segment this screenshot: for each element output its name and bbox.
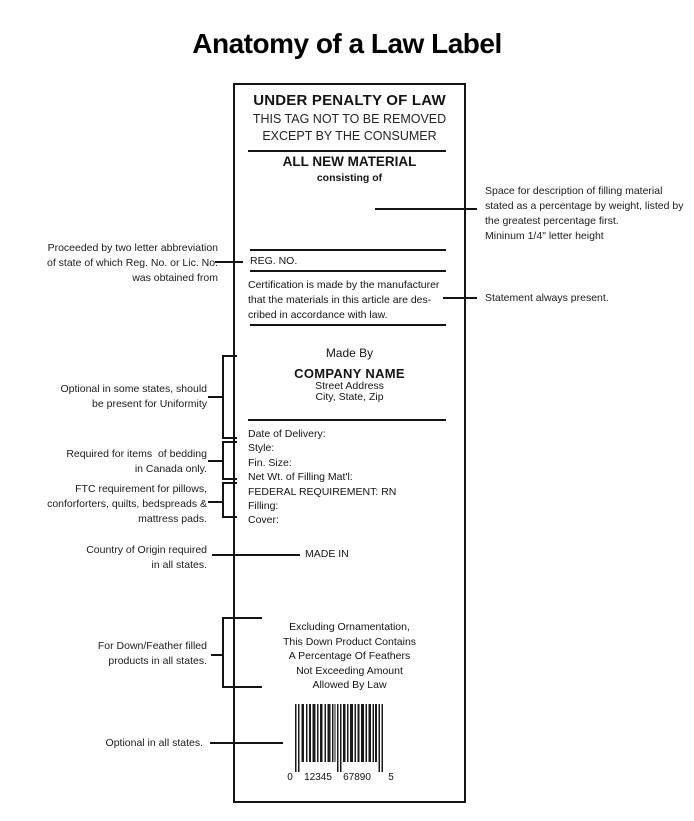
bracket-uniformity-bottom-tick xyxy=(222,437,237,439)
bracket-canada-text-tick xyxy=(208,460,222,462)
annotation-filling-description: Space for description of filling material stated as a percentage by weight, listed by the greatest percentage first. Mininum 1/4" letter height xyxy=(485,185,684,242)
field-filling: Filling: xyxy=(248,500,279,513)
barcode-left-digit: 0 xyxy=(287,772,293,783)
barcode-group-2: 67890 xyxy=(343,772,371,783)
annotation-optional: Optional in all states. xyxy=(105,737,203,749)
annotation-statement: Statement always present. xyxy=(485,292,609,304)
annotation-uniformity: Optional in some states, should be present for Uniformity xyxy=(60,383,207,410)
company-name: COMPANY NAME xyxy=(294,366,405,381)
penalty-line-1: THIS TAG NOT TO BE REMOVED xyxy=(252,112,447,126)
reg-no-field: REG. NO. xyxy=(250,255,298,267)
annotation-reg-no: Proceeded by two letter abbreviation of state of which Reg. No. or Lic. No. was obtained from xyxy=(47,242,218,284)
annotation-ftc: FTC requirement for pillows, conforforters, quilts, bedspreads & mattress pads. xyxy=(47,483,207,525)
bracket-canada-top-tick xyxy=(222,441,237,443)
upc-barcode xyxy=(286,702,398,784)
bracket-ftc-spine xyxy=(222,482,224,517)
city-state-zip: City, State, Zip xyxy=(315,391,384,403)
divider-line xyxy=(250,249,446,251)
bracket-ftc-text-tick xyxy=(208,501,222,503)
annotation-canada: Required for items of bedding in Canada only. xyxy=(66,448,207,475)
bracket-canada-bottom-tick xyxy=(222,478,237,480)
field-fin-size: Fin. Size: xyxy=(248,456,292,469)
bracket-down-bottom-tick xyxy=(222,686,262,688)
field-date-of-delivery: Date of Delivery: xyxy=(248,428,326,440)
bracket-uniformity-spine xyxy=(222,355,224,438)
field-style: Style: xyxy=(248,442,275,455)
annotation-down-feather: For Down/Feather filled products in all states. xyxy=(97,640,207,667)
leader-line-statement xyxy=(443,297,477,299)
bracket-down-spine xyxy=(222,617,224,688)
bracket-canada-spine xyxy=(222,441,224,479)
leader-line-made-in xyxy=(212,554,300,556)
page-title: Anatomy of a Law Label xyxy=(192,28,502,59)
leader-line-filling-description xyxy=(375,208,477,210)
divider-line xyxy=(250,324,446,326)
certification-statement: Certification is made by the manufacturer that the materials in this article are des- cribed in accordance with law. xyxy=(248,279,440,321)
material-heading: ALL NEW MATERIAL xyxy=(282,154,417,169)
leader-line-barcode xyxy=(210,742,283,744)
penalty-line-2: EXCEPT BY THE CONSUMER xyxy=(262,129,437,143)
made-in-text: MADE IN xyxy=(305,548,349,560)
bracket-uniformity-text-tick xyxy=(208,396,222,398)
material-subheading: consisting of xyxy=(316,172,383,184)
street-address: Street Address xyxy=(315,380,384,392)
barcode-right-digit: 5 xyxy=(388,772,394,783)
penalty-heading: UNDER PENALTY OF LAW xyxy=(253,92,446,109)
bracket-down-text-tick xyxy=(211,654,222,656)
field-net-wt: Net Wt. of Filling Mat'l: xyxy=(248,471,353,484)
made-by-text: Made By xyxy=(325,346,374,360)
field-cover: Cover: xyxy=(248,514,279,527)
bracket-down-top-tick xyxy=(222,617,262,619)
field-federal-requirement: FEDERAL REQUIREMENT: RN xyxy=(248,485,397,498)
barcode-group-1: 12345 xyxy=(304,772,332,783)
annotation-origin: Country of Origin required in all states. xyxy=(86,544,207,571)
label-fields-list xyxy=(248,427,396,528)
divider-line xyxy=(248,419,446,421)
divider-line xyxy=(248,150,446,152)
bracket-uniformity-top-tick xyxy=(222,355,237,357)
leader-line-reg-no xyxy=(215,261,243,263)
bracket-ftc-bottom-tick xyxy=(222,516,237,518)
bracket-ftc-top-tick xyxy=(222,482,237,484)
barcode-bars xyxy=(295,704,383,772)
divider-line xyxy=(250,270,446,272)
down-product-statement: Excluding Ornamentation, This Down Product Contains A Percentage Of Feathers Not Exceeding Amount Allowed By Law xyxy=(282,621,417,691)
